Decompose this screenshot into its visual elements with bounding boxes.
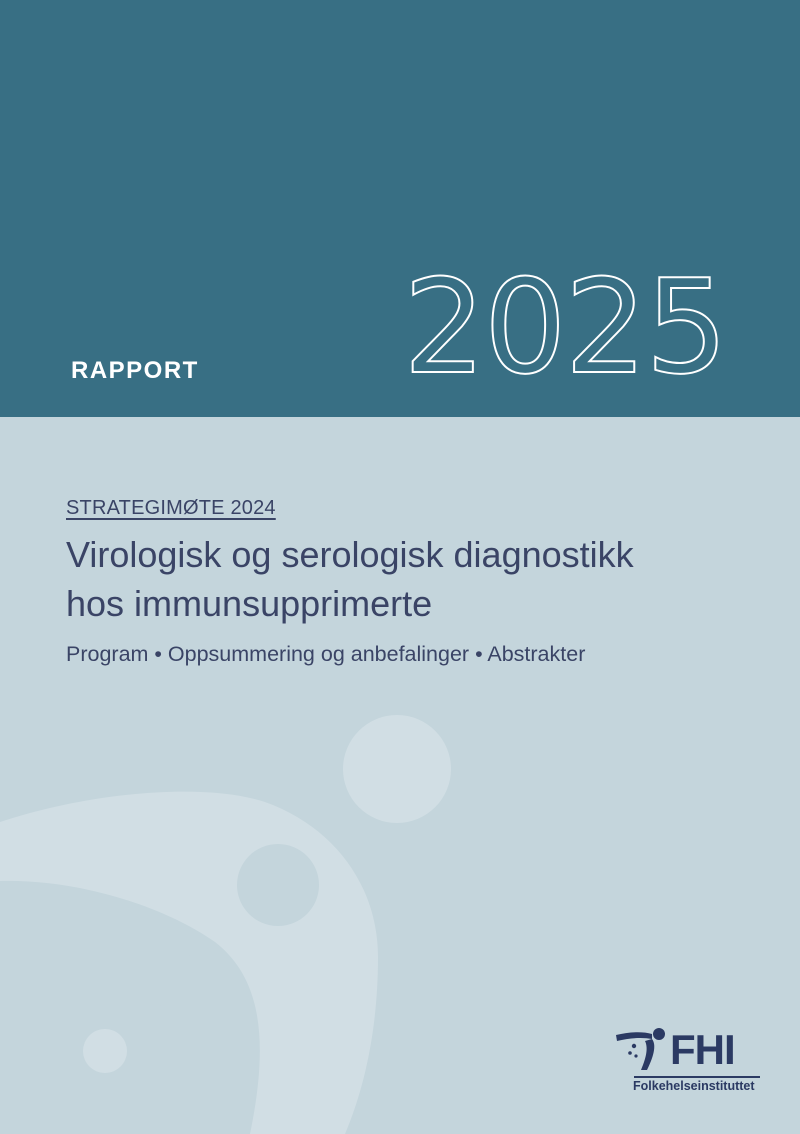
publisher-name: Folkehelseinstituttet <box>633 1079 755 1093</box>
fhi-figure-icon <box>614 1026 666 1072</box>
bubble-medium <box>237 844 319 926</box>
document-type-label: RAPPORT <box>71 357 199 384</box>
meeting-label: STRATEGIMØTE 2024 <box>66 497 276 519</box>
title-line-2: hos immunsupprimerte <box>66 583 433 624</box>
year-label: 2025 <box>403 251 726 403</box>
report-subtitle: Program • Oppsummering og anbefalinger • Abstrakter <box>66 642 586 666</box>
title-line-1: Virologisk og serologisk diagnostikk <box>66 534 634 575</box>
bubble-small <box>149 953 207 1011</box>
logo-divider <box>634 1076 760 1078</box>
title-block <box>66 497 634 667</box>
bubble-large <box>343 715 451 823</box>
logo-wordmark: FHI <box>670 1026 735 1073</box>
report-title <box>66 530 634 628</box>
header-band <box>0 0 800 417</box>
fhi-logo <box>614 1026 764 1096</box>
bubble-tiny <box>83 1029 127 1073</box>
